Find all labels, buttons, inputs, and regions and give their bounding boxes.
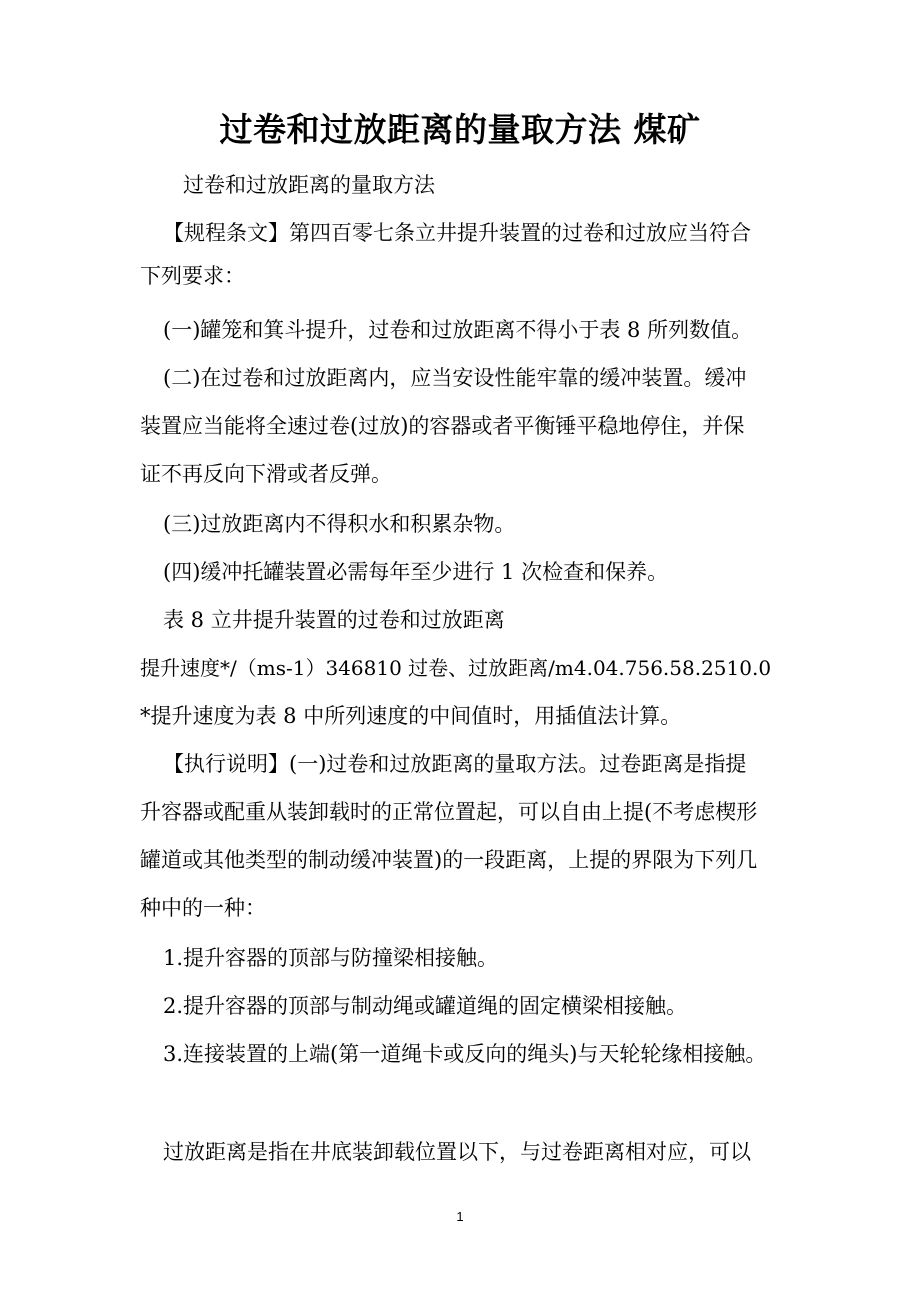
- paragraph-line: 罐道或其他类型的制动缓冲装置)的一段距离，上提的界限为下列几: [140, 848, 758, 872]
- table-note-line: *提升速度为表 8 中所列速度的中间值时，用插值法计算。: [140, 704, 682, 728]
- paragraph-line: (二)在过卷和过放距离内，应当安设性能牢靠的缓冲装置。缓冲: [163, 366, 747, 390]
- document-title: 过卷和过放距离的量取方法 煤矿: [219, 110, 701, 149]
- list-item: 3.连接装置的上端(第一道绳卡或反向的绳头)与天轮轮缘相接触。: [163, 1042, 767, 1066]
- page-number: 1: [456, 1209, 464, 1224]
- paragraph-line: 种中的一种：: [140, 896, 266, 920]
- paragraph-line: 【规程条文】第四百零七条立井提升装置的过卷和过放应当符合: [163, 221, 751, 245]
- subtitle-line: 过卷和过放距离的量取方法: [183, 173, 435, 197]
- paragraph-line: 过放距离是指在井底装卸载位置以下，与过卷距离相对应，可以: [163, 1140, 751, 1164]
- table-caption: 表 8 立井提升装置的过卷和过放距离: [163, 608, 505, 632]
- paragraph-line: 下列要求：: [140, 264, 245, 288]
- table-data-line: 提升速度*/（ms-1）346810 过卷、过放距离/m4.04.756.58.2510.0: [140, 656, 772, 680]
- paragraph-line: 【执行说明】(一)过卷和过放距离的量取方法。过卷距离是指提: [163, 752, 747, 776]
- paragraph-line: (三)过放距离内不得积水和积累杂物。: [163, 512, 516, 536]
- list-item: 2.提升容器的顶部与制动绳或罐道绳的固定横梁相接触。: [163, 994, 688, 1018]
- paragraph-line: (一)罐笼和箕斗提升，过卷和过放距离不得小于表 8 所列数值。: [163, 318, 753, 342]
- paragraph-line: 升容器或配重从装卸载时的正常位置起，可以自由上提(不考虑楔形: [140, 800, 758, 824]
- paragraph-line: 装置应当能将全速过卷(过放)的容器或者平衡锤平稳地停住，并保: [140, 414, 745, 438]
- list-item: 1.提升容器的顶部与防撞梁相接触。: [163, 946, 499, 970]
- paragraph-line: 证不再反向下滑或者反弹。: [140, 462, 392, 486]
- paragraph-line: (四)缓冲托罐装置必需每年至少进行 1 次检查和保养。: [163, 560, 669, 584]
